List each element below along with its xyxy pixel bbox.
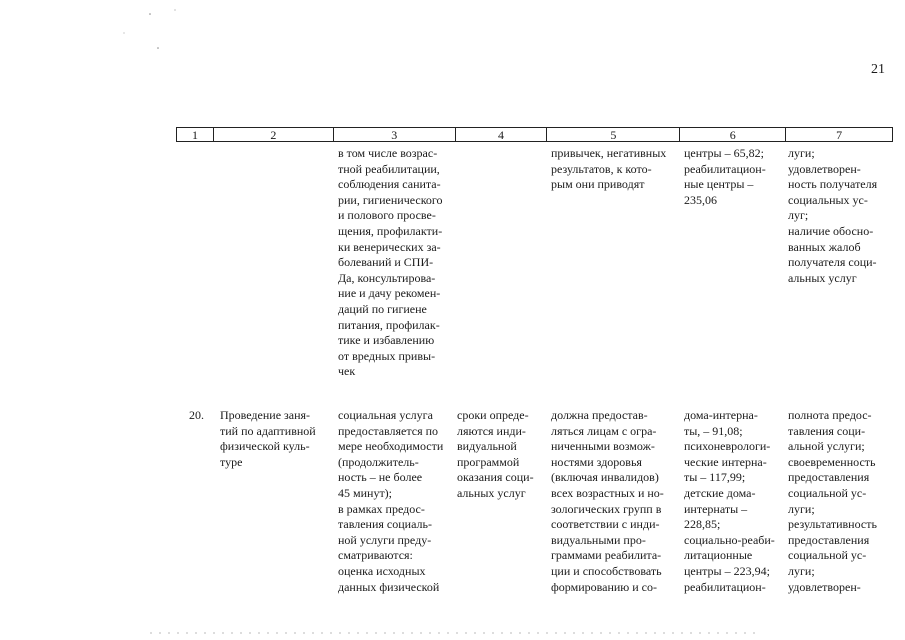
cont-col3: в том числе возрас- тной реабилитации, соблюдения санита- рии, гигиенического и полового просве- щения, профилакти- ки венерических за- болеваний и СПИ- Да, консультирова- ние и дачу рекомен- даций по гигиене питания, профилак- тике и избавлению от вредных привы- чек <box>338 146 443 379</box>
col-header-7: 7 <box>786 128 893 141</box>
col-header-3: 3 <box>334 128 456 141</box>
col-header-5: 5 <box>547 128 680 141</box>
col-header-6: 6 <box>680 128 786 141</box>
column-number-header <box>176 127 893 142</box>
cont-col6: центры – 65,82; реабилитацион- ные центры – 235,06 <box>684 146 766 207</box>
row20-col5-requirements: должна предостав- ляться лицам с огра- ниченными возмож- ностями здоровья (включая инвалидов) всех возрастных и но- зологических групп в соответствии с инди- видуальными про- граммами реабилита- ции и способствовать формированию и со- <box>551 408 664 594</box>
col-header-1: 1 <box>177 128 214 141</box>
col-header-2: 2 <box>214 128 334 141</box>
page-number: 21 <box>871 62 885 77</box>
row20-col4-terms: сроки опреде- ляются инди- видуальной программой оказания соци- альных услуг <box>457 408 534 500</box>
row20-number: 20. <box>189 408 204 422</box>
row20-col3-description: социальная услуга предоставляется по мере необходимости (продолжитель- ность – не более 45 минут); в рамках предос- тавления социаль- ной услуги преду- сматриваются: оценка исходных данных физической <box>338 408 444 594</box>
row20-col6-rates: дома-интерна- ты, – 91,08; психоневрологи- ческие интерна- ты – 117,99; детские дома- интернаты – 228,85; социально-реаби- литационные центры – 223,94; реабилитацион- <box>684 408 775 594</box>
col-header-4: 4 <box>456 128 548 141</box>
row20-col2-service-name: Проведение заня- тий по адаптивной физической куль- туре <box>220 408 316 469</box>
cont-col7: луги; удовлетворен- ность получателя социальных ус- луг; наличие обосно- ванных жалоб получателя соци- альных услуг <box>788 146 878 285</box>
cont-col5: привычек, негативных результатов, к кото- рым они приводят <box>551 146 667 192</box>
row20-col7-quality: полнота предос- тавления соци- альной услуги; своевременность предоставления социальной ус- луги; результативность предоставления социальной ус- луги; удовлетворен- <box>788 408 877 594</box>
